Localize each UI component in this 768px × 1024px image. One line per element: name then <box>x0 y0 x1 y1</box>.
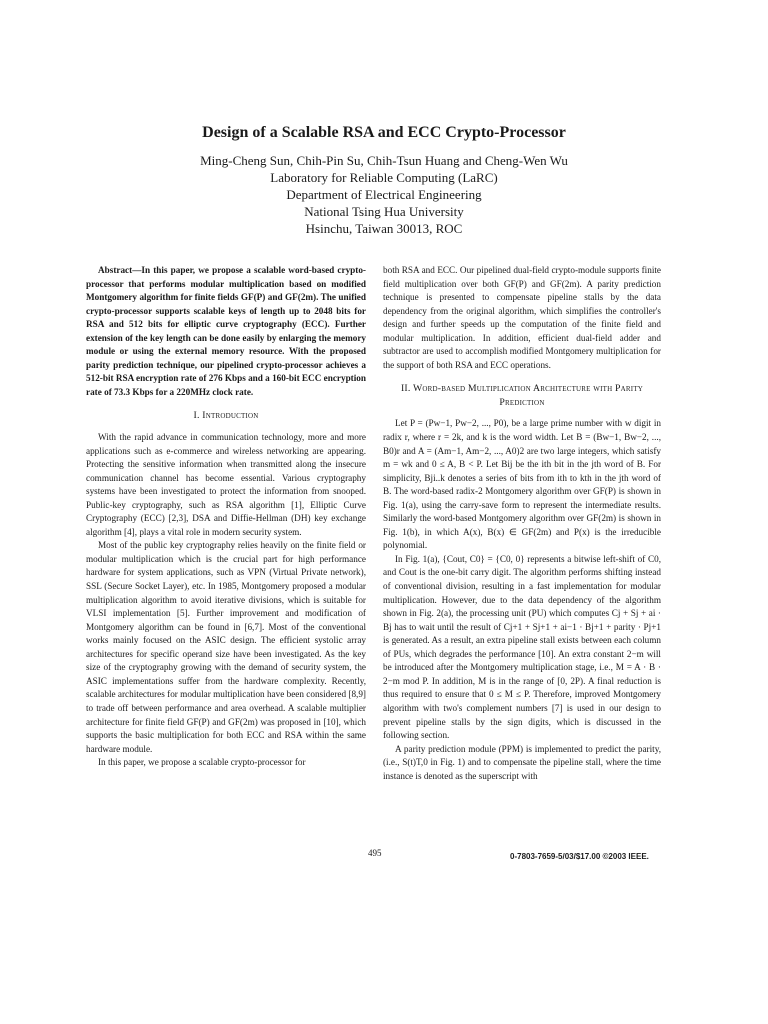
author-block <box>0 152 768 237</box>
body-paragraph: Most of the public key cryptography relies heavily on the finite field or modular multiplication which is the crucial part for high performance hardware for system applications, such as VPN (Virtual Private network), SSL (Secure Socket Layer), etc. In 1985, Montgomery proposed a modular multiplication algorithm to avoid iterative divisions, which is suitable for VLSI implementation [5]. Further improvement and modification of Montgomery algorithm can be found in [6,7]. Most of the conventional works mainly focused on the ASIC design. The efficient systolic array architectures for specific operand size have been investigated. As the key size of the cryptography growing with the demand of security system, the ASIC implementations suffer from the hardware complexity. Recently, scalable architectures for modular multiplication have been considered [8,9] to trade off between performance and area overhead. A scalable multiplier architecture for finite field GF(P) and GF(2m) was proposed in [10], which supports the basic multiplication for both ECC and RSA within the same hardware module. <box>86 540 366 754</box>
body-paragraph: In this paper, we propose a scalable crypto-processor for <box>98 757 306 768</box>
body-paragraph: A parity prediction module (PPM) is implemented to predict the parity, (i.e., S(t)T,0 in Fig. 1) and to compensate the pipeline stall, where the time instance is denoted as the superscript with <box>383 743 661 781</box>
body-paragraph: Let P = (Pw−1, Pw−2, ..., P0), be a large prime number with w digit in radix r, where r = 2k, and k is the word width. Let B = (Bw−1, Bw−2, ..., B0)r and A = (Am−1, Am−2, ..., A0)2 are two large integers, which satisfy m = wk and 0 ≤ A, B < P. Let Bij be the ith bit in the jth word of B. For simplicity, Bji..k denotes a series of bits from ith to kth in the jth word of B. The word-based radix-2 Montgomery algorithm over GF(P) is shown in Fig. 1(a), using the carry-save form to represent the intermediate results. Similarly the word-based Montgomery algorithm over GF(2m) is shown in Fig. 1(b), in which A(x), B(x) ∈ GF(2m) and P(x) is the irreducible polynomial. <box>383 418 661 551</box>
affiliation-university: National Tsing Hua University <box>304 204 464 219</box>
copyright-line: 0-7803-7659-5/03/$17.00 ©2003 IEEE. <box>510 852 649 861</box>
body-paragraph: With the rapid advance in communication technology, more and more applications such as e-commerce and wireless networking are appearing. Protecting the sensitive information when transmitted along the insecure communication channel has become essential. Various cryptography systems have been investigated to protect the information from snooped. Public-key cryptography, such as RSA algorithm [1], Elliptic Curve Cryptography (ECC) [2,3], DSA and Diffie-Hellman (DH) key exchange algorithm [4], plays a vital role in modern security system. <box>86 432 366 537</box>
affiliation-lab: Laboratory for Reliable Computing (LaRC) <box>270 170 498 185</box>
affiliation-department: Department of Electrical Engineering <box>286 187 482 202</box>
page-number: 495 <box>368 848 382 858</box>
affiliation-location: Hsinchu, Taiwan 30013, ROC <box>305 221 463 236</box>
abstract-text: Abstract—In this paper, we propose a scalable word-based crypto-processor that performs modular multiplication based on modified Montgomery algorithm for finite fields GF(P) and GF(2m). The unified crypto-processor supports scalable keys of length up to 2048 bits for RSA and 512 bits for elliptic curve cryptography (ECC). Further extension of the key length can be done easily by enlarging the memory module or using the external memory resource. With the proposed parity prediction technique, our pipelined crypto-processor achieves a 512-bit RSA encryption rate of 276 Kbps and a 160-bit ECC encryption rate of 73.3 Kbps for a 220MHz clock rate. <box>86 265 366 397</box>
section-heading-introduction: I. Introduction <box>193 410 259 422</box>
body-paragraph: both RSA and ECC. Our pipelined dual-field crypto-module supports finite field multiplication over both GF(P) and GF(2m). A parity prediction technique is presented to compensate pipeline stalls by the data dependency from the original algorithm, which simplifies the controller's design and further speeds up the computation of the finite field and modular multiplication. In addition, efficient dual-field adder and subtractor are used to accomplish modified Montgomery multiplication for the support of both RSA and ECC operations. <box>383 265 661 370</box>
section-heading-word-based: II. Word-based Multiplication Architecture with Parity Prediction <box>400 383 644 408</box>
paper-title: Design of a Scalable RSA and ECC Crypto-Processor <box>202 124 566 141</box>
abstract <box>86 264 366 399</box>
left-column <box>86 264 366 770</box>
author-names: Ming-Cheng Sun, Chih-Pin Su, Chih-Tsun Huang and Cheng-Wen Wu <box>200 153 568 168</box>
body-paragraph: In Fig. 1(a), {Cout, C0} = {C0, 0} represents a bitwise left-shift of C0, and Cout is the one-bit carry digit. The algorithm performs shifting instead of conventional division, resulting in a fast implementation for modular multiplication. However, due to the data dependency of the algorithm shown in Fig. 2(a), the processing unit (PU) which computes Cj + Sj + ai · Bj has to wait until the result of Cj+1 + Sj+1 + ai−1 · Bj+1 + parity · Pj+1 is generated. As a result, an extra pipeline stall exists between each column of PUs, which degrades the performance [10]. An extra constant 2−m will be introduced after the Montgomery multiplication stage, i.e., M = A · B · 2−m mod P. In addition, M is in the range of [0, 2P). A final reduction is thus required to ensure that 0 ≤ M ≤ P. Therefore, improved Montgomery algorithm with two's complement numbers [7] is used in our design to prevent pipeline stalls by the sign digits, which is discussed in the following section. <box>383 553 661 741</box>
right-column <box>383 264 661 783</box>
